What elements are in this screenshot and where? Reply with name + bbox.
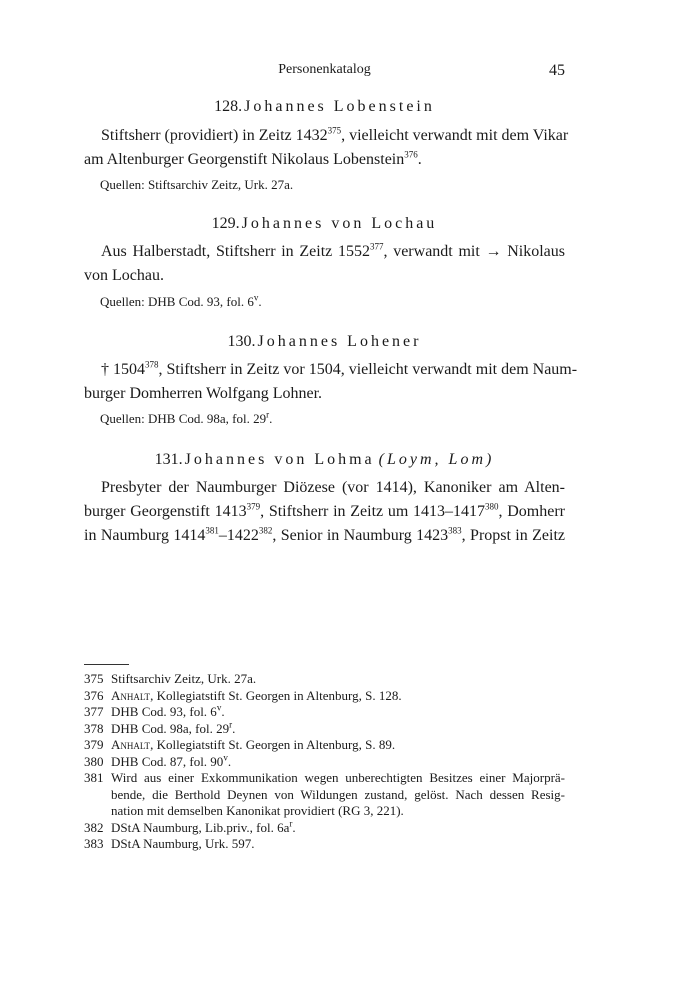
text-line: † 1504$^{378}$, Stiftsherr in Zeitz vor 1504, vielleicht verwandt mit dem Naum- <box>101 359 578 378</box>
footnote-383: 383 DStA Naumburg, Urk. 597. <box>84 836 255 851</box>
entry-name: Johannes Lohener <box>257 333 422 350</box>
footnote-380: 380 DHB Cod. 87, fol. 90$^v$. <box>84 752 232 769</box>
entry-alt-names: (Loym, Lom) <box>378 451 495 468</box>
footnote-ref: 375 <box>327 125 342 136</box>
author-name: Anhalt <box>111 737 151 752</box>
footnote-379: 379 Anhalt, Kollegiatstift St. Georgen in Altenburg, S. 89. <box>84 737 396 752</box>
footnote-ref: 380 <box>485 501 499 512</box>
entry-heading-130 <box>84 333 565 351</box>
sources-130: Quellen: DHB Cod. 98a, fol. 29$^r$. <box>100 409 273 426</box>
text-line: am Altenburger Georgenstift Nikolaus Lobenstein$^{376}$. <box>84 149 422 168</box>
footnote-376: 376 Anhalt, Kollegiatstift St. Georgen in Altenburg, S. 128. <box>84 687 402 703</box>
text-line: Presbyter der Naumburger Diözese (vor 1414), Kanoniker am Alten- <box>101 479 565 496</box>
footnote-381: 381 Wird aus einer Exkommunikation wegen unberechtigten Besitzes einer Majorprä- bende, die Berthold Deynen von Wildungen zustand, gelöst. Nach dessen Resig- nation mit demselben Kanonikat providiert (RG 3, 221). <box>84 770 565 818</box>
entry-name: Johannes von Lochau <box>241 215 438 232</box>
entry-name: Johannes von Lohma <box>184 451 375 468</box>
footnote-375: 375 Stiftsarchiv Zeitz, Urk. 27a. <box>84 671 257 686</box>
footnote-ref: 378 <box>145 359 159 370</box>
author-name: Anhalt <box>111 687 151 703</box>
footnote-377: 377 DHB Cod. 93, fol. 6$^v$. <box>84 702 225 719</box>
page-number: 45 <box>549 62 565 79</box>
text-line: Aus Halberstadt, Stiftsherr in Zeitz 1552$^{377}$, verwandt mit → Nikolaus <box>101 241 565 260</box>
entry-body-128 <box>84 124 569 172</box>
footnote-ref: 376 <box>404 149 418 160</box>
entry-body-129 <box>84 240 565 288</box>
text-line: in Naumburg 1414$^{381}$–1422$^{382}$, Senior in Naumburg 1423$^{383}$, Propst in Zeitz <box>84 525 565 544</box>
entry-name: Johannes Lobenstein <box>244 98 435 115</box>
sources-128: Quellen: Stiftsarchiv Zeitz, Urk. 27a. <box>100 177 294 192</box>
sources-129: Quellen: DHB Cod. 93, fol. 6$^v$. <box>100 292 262 309</box>
entry-number: 131. <box>154 451 183 468</box>
footnote-382: 382 DStA Naumburg, Lib.priv., fol. $6a^r$. <box>84 818 296 835</box>
entry-heading-131 <box>84 451 565 469</box>
footnote-ref: 381 <box>205 525 219 536</box>
footnote-rule <box>84 664 129 665</box>
entry-heading-128 <box>84 98 565 116</box>
running-title: Personenkatalog <box>278 62 371 77</box>
footnotes <box>84 671 565 853</box>
footnote-ref: 377 <box>369 241 384 252</box>
footnote-ref: 382 <box>258 525 273 536</box>
entry-body-131 <box>84 476 565 548</box>
footnote-378: 378 DHB Cod. 98a, fol. 29$^r$. <box>84 719 236 736</box>
text-line: Stiftsherr (providiert) in Zeitz 1432$^{375}$, vielleicht verwandt mit dem Vikar <box>101 125 569 144</box>
entry-body-130 <box>84 358 578 406</box>
footnote-ref: 383 <box>448 525 462 536</box>
entry-heading-129 <box>84 215 565 233</box>
text-line: von Lochau. <box>84 267 164 284</box>
running-head <box>84 62 565 82</box>
entry-number: 128. <box>214 98 243 115</box>
entry-number: 129. <box>211 215 240 232</box>
entry-number: 130. <box>227 333 256 350</box>
footnote-ref: 379 <box>246 501 261 512</box>
text-line: burger Georgenstift 1413$^{379}$, Stiftsherr in Zeitz um 1413–1417$^{380}$, Domherr <box>84 501 566 520</box>
text-line: burger Domherren Wolfgang Lohner. <box>84 385 323 402</box>
